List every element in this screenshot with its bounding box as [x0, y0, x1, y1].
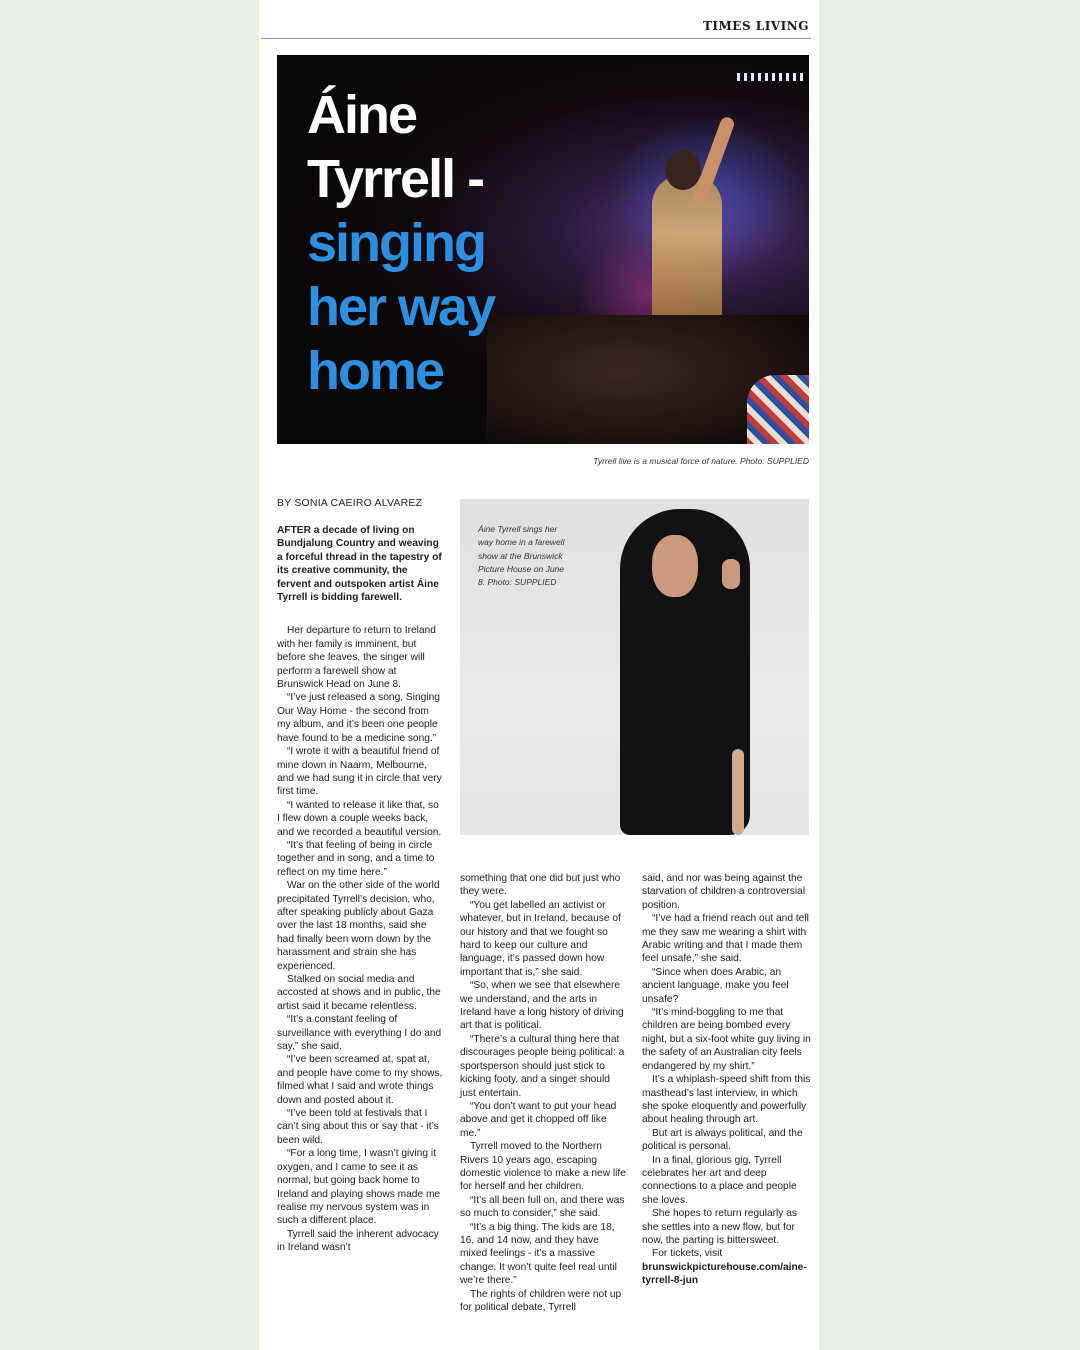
headline-line-2: Tyrrell -: [307, 149, 484, 209]
paragraph: something that one did but just who they were.: [460, 873, 621, 898]
hero-caption: Tyrrell live is a musical force of nature. Photo: SUPPLIED: [593, 456, 809, 466]
paragraph: Stalked on social media and accosted at shows and in public, the artist said it became relentless.: [277, 974, 441, 1012]
paragraph: “It’s a constant feeling of surveillance with everything I do and say,” she said.: [277, 1014, 442, 1053]
stage-lights: [737, 73, 807, 81]
paragraph: Tyrrell said the inherent advocacy in Ireland wasn’t: [277, 1228, 439, 1254]
tickets-link[interactable]: brunswickpicturehouse.com/aine-tyrrell-8-jun: [642, 1261, 807, 1287]
paragraph: “You don’t want to put your head above and get it chopped off like me.”: [460, 1100, 617, 1139]
paragraph: “There’s a cultural thing here that discourages people being political: a sportsperson should just stick to kicking footy, and a singer should just entertain.: [460, 1033, 625, 1099]
headline-line-5: home: [307, 341, 444, 401]
paragraph: She hopes to return regularly as she settles into a new flow, but for now, the parting is bittersweet.: [642, 1208, 797, 1246]
paragraph: said, and nor was being against the starvation of children a controversial position.: [642, 873, 806, 911]
paragraph: “It’s mind-boggling to me that children are being bombed every night, but a six-foot white guy living in the safety of an Australian city feels endangered by my shirt.”: [642, 1007, 811, 1072]
paragraph: “For a long time, I wasn’t giving it oxygen, and I came to see it as normal, but going back home to Ireland and playing shows made me realise my nervous system was in such a different place.: [277, 1148, 441, 1227]
paragraph: Tyrrell moved to the Northern Rivers 10 years ago, escaping domestic violence to make a new life for herself and her children.: [460, 1141, 626, 1193]
paragraph: In a final, glorious gig, Tyrrell celebrates her art and deep connections to a place and people she loves.: [642, 1154, 797, 1206]
paragraph: War on the other side of the world precipitated Tyrrell’s decision, who, after speaking publicly about Gaza over the last 18 months, said she had finally been worn down by the harassment and strain she has experienced.: [277, 880, 440, 972]
paragraph: “I’ve had a friend reach out and tell me they saw me wearing a shirt with Arabic writing and that I made them feel unsafe,” she said.: [642, 913, 809, 965]
paragraph: “It’s a big thing. The kids are 18, 16, and 14 now, and they have mixed feelings - it’s a massive change. It won’t quite feel real until we’re there.”: [460, 1221, 617, 1287]
headline: [307, 83, 494, 403]
paragraph: “So, when we see that elsewhere we understand, and the arts in Ireland have a long history of driving art that is political.: [460, 980, 624, 1032]
paragraph: “You get labelled an activist or whatever, but in Ireland, because of our history and that we fought so hard to keep our culture and language, it’s passed down how important that is,” she said.: [460, 899, 621, 978]
article-column-3: [642, 872, 812, 1288]
paragraph: Her departure to return to Ireland with her family is imminent, but before she leaves, the singer will perform a farewell show at Brunswick Head on June 8.: [277, 625, 436, 691]
paragraph: “I’ve been screamed at, spat at, and people have come to my shows, filmed what I said and wrote things down and posted about it.: [277, 1054, 443, 1106]
hero-photo: [277, 55, 809, 444]
byline: BY SONIA CAEIRO ALVAREZ: [277, 497, 423, 509]
paragraph: “I wrote it with a beautiful friend of mine down in Naarm, Melbourne, and we had sung it in circle that very first time.: [277, 746, 442, 798]
paragraph: “I’ve just released a song, Singing Our Way Home - the second from my album, and it’s been one people have found to be a medicine song.”: [277, 692, 440, 744]
newspaper-page: [259, 0, 819, 1350]
paragraph: “I wanted to release it like that, so I flew down a couple weeks back, and we recorded a beautiful version.: [277, 799, 442, 838]
article-column-2: [460, 872, 628, 1314]
article-column-1: [277, 524, 444, 1255]
lead-paragraph: AFTER a decade of living on Bundjalung Country and weaving a forceful thread in the tapestry of its creative community, the fervent and outspoken artist Áine Tyrrell is bidding farewell.: [277, 525, 442, 604]
portrait-caption: Áine Tyrrell sings her way home in a farewell show at the Brunswick Picture House on June 8. Photo: SUPPLIED: [478, 524, 565, 588]
masthead-rule: [261, 38, 811, 39]
paragraph: “Since when does Arabic, an ancient language, make you feel unsafe?: [642, 966, 789, 1005]
headline-line-1: Áine: [307, 85, 417, 145]
paragraph: “I’ve been told at festivals that I can’t sing about this or say that - it’s been wild.: [277, 1108, 439, 1146]
paragraph: But art is always political, and the political is personal.: [642, 1127, 803, 1153]
masthead: TIMES LIVING: [702, 19, 809, 33]
portrait-photo: [460, 499, 809, 835]
tickets-prefix: For tickets, visit: [652, 1248, 723, 1260]
singer-figure: [652, 175, 722, 325]
paragraph: It’s a whiplash-speed shift from this masthead’s last interview, in which she spoke eloquently and powerfully about healing through art.: [642, 1074, 811, 1126]
paragraph: The rights of children were not up for political debate, Tyrrell: [460, 1288, 622, 1313]
paragraph: “It’s that feeling of being in circle together and in song, and a time to reflect on my time here.”: [277, 839, 435, 878]
paragraph: “It’s all been full on, and there was so much to consider,” she said.: [460, 1194, 625, 1220]
headline-line-4: her way: [307, 277, 495, 337]
headline-line-3: singing: [307, 213, 485, 273]
